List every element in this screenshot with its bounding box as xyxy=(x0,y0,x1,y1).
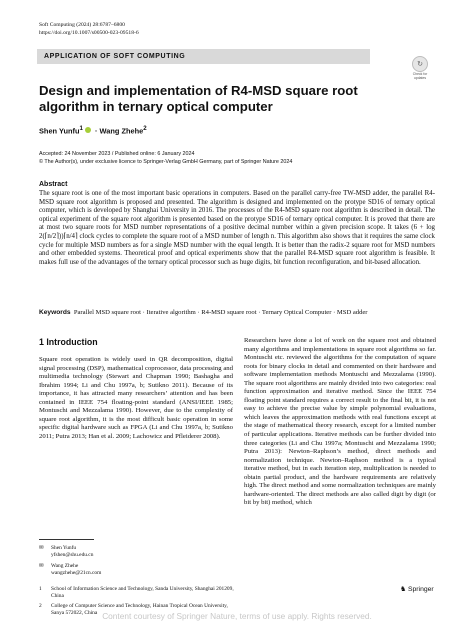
paper-title: Design and implementation of R4-MSD square root algorithm in ternary optical computer xyxy=(39,83,358,114)
abstract-text: The square root is one of the most important basic operations in computers. Based on the parallel carry-free TW-MSD adder, the parallel R4-MSD square root algorithm is proposed and presented. The algorithm is designed and implemented on the protype SD16 of ternary optical computer, which is developed by Shanghai University in 2016. The processes of the R4-MSD square root algorithm is described in detail. The optical experiment of the square root algorithm is presented based on the protype SD16 of ternary optical computer. It is proved that there are at most two square roots for MSD number representations of a positive decimal number within a given precision scope. It takes (6 + log 2(⌈n/2⌉))⌈n/4⌉ clock cycles to complete the square root of a MSD number of length n. This algorithm also shows that it requires the same clock cycle for multiple MSD numbers as for a single MSD number with the equal length. It is better than the radix-2 square root for MSD numbers and other embedded systems. Theoretical proof and optical experiments show that the parallel R4-MSD square root algorithm is feasible. It makes full use of the advantages of the ternary optical processor such as huge digits, bit function reconfiguration, and bit-based allocation. xyxy=(39,190,435,266)
affiliation-2: College of Computer Science and Technology, Hainan Tropical Ocean University, Sanya 572022, China xyxy=(51,603,228,617)
check-updates-label-2: updates xyxy=(413,76,427,80)
author-name[interactable]: Shen Yunfu xyxy=(39,126,80,136)
affiliation-1: School of Information Science and Technology, Sanda University, Shanghai 201209, China xyxy=(51,586,234,600)
author-affiliation-mark: 2 xyxy=(143,125,147,132)
intro-paragraph-col2: Researchers have done a lot of work on the square root and obtained many algorithms and implementations in square root algorithms so far. Montuschi etc. reviewed the algorithms for the computation of square roots for binary clocks in detail and commented on their hardware and software implementation methods Montuschi and Mezzalama (1990). The square root algorithms are mainly divided into two categories: real function approximation and iterative method. Since the IEEE 754 floating point standard requires a correct result to the final bit, it is not easy to achieve the precise value by simple polynomial evaluations, which leaves the approximation methods with real functions except at the stage of mathematical theory research, except for a limited number of particular applications. Iterative methods can be further divided into three categories (Li and Chu 1997a; Montuschi and Mezzalama 1990; Putra 2013): Newton–Raphson’s method, direct methods and normalization technique. Newton–Raphson method is a typical iterative method, but in each iteration step, multiplication is needed to obtain partial product, and the hardware requirements are relatively high. The direct method and some normalization techniques are mainly hardware-oriented. The direct methods are also called digit by digit (or bit by bit) method, which xyxy=(244,337,436,507)
orcid-icon[interactable] xyxy=(85,127,91,133)
author-email-icon: ✉ xyxy=(39,563,44,569)
affiliation-number: 2 xyxy=(39,603,42,609)
keywords-line xyxy=(39,309,435,318)
footnote-divider xyxy=(39,539,94,540)
publisher-logo xyxy=(400,585,434,593)
doi-link[interactable]: https://doi.org/10.1007/s00500-023-09518-6 xyxy=(39,29,139,36)
courtesy-watermark: Content courtesy of Springer Nature, terms of use apply. Rights reserved. xyxy=(102,611,372,621)
contact-1 xyxy=(51,545,236,559)
springer-horse-icon: ♞ xyxy=(400,586,407,593)
contact-2 xyxy=(51,563,236,577)
author-list xyxy=(39,124,147,136)
publisher-name: Springer xyxy=(407,586,434,593)
contact-name: Shen Yunfu xyxy=(51,545,77,551)
check-updates-label-1: Check for xyxy=(412,72,428,76)
copyright-line: © The Author(s), under exclusive licence to Springer-Verlag GmbH Germany, part of Springer Nature 2024 xyxy=(39,158,293,165)
abstract-heading: Abstract xyxy=(39,181,68,188)
author-separator: · xyxy=(95,126,98,136)
publication-dates xyxy=(39,151,292,166)
refresh-icon: ↻ xyxy=(412,56,428,72)
check-for-updates-badge[interactable] xyxy=(407,56,433,80)
contact-name: Wang Zhehe xyxy=(51,563,79,569)
section-banner: APPLICATION OF SOFT COMPUTING xyxy=(37,49,370,64)
affiliation-number: 1 xyxy=(39,586,42,592)
intro-paragraph-col1: Square root operation is widely used in QR decomposition, digital signal processing (DSP), mathematical coprocessor, data processing and multimedia technology (Stewart and Chapman 1990; Bashagha and Ibrahim 1994; Li and Chu 1997a, b; Sutikno 2011). Because of its importance, it has attracted many researchers’ attention and has been contained in IEEE 754 floating-point standard (ANSI/IEEE 1985; Montuschi and Mezzalama 1990). However, due to the complexity of square root algorithm, it is the most difficult basic operation in some specific digital hardware such as FPGA (Li and Chu 1997a, b; Sutikno 2011; Putra 2013; Han et al. 2009; Lachowicz and Pfleiderer 2008). xyxy=(39,356,233,440)
section-heading-introduction: 1 Introduction xyxy=(39,337,98,347)
journal-citation: Soft Computing (2024) 28:6787–6800 xyxy=(39,22,125,28)
keywords-label: Keywords xyxy=(39,309,71,316)
journal-info xyxy=(39,22,139,37)
contact-email[interactable]: wangzhehe@21cn.com xyxy=(51,570,102,577)
author-email-icon: ✉ xyxy=(39,545,44,551)
contact-email[interactable]: yfshen@shu.edu.cn xyxy=(51,552,94,559)
keywords-text: Parallel MSD square root · Iterative algorithm · R4-MSD square root · Ternary Optical Computer · MSD adder xyxy=(73,309,368,316)
accepted-published-line: Accepted: 24 November 2023 / Published online: 6 January 2024 xyxy=(39,151,195,157)
author-affiliation-mark: 1 xyxy=(79,125,83,132)
author-name[interactable]: Wang Zhehe xyxy=(99,126,144,136)
